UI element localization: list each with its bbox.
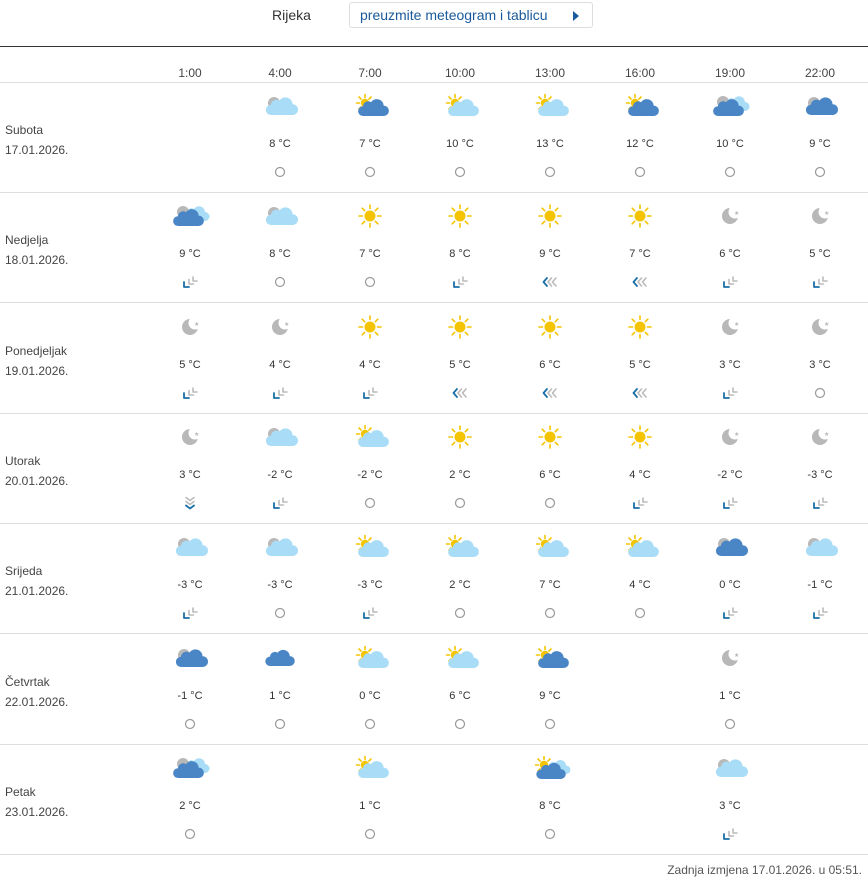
cloud-dark-icon [805, 93, 835, 119]
temperature: 7 °C [359, 138, 381, 150]
cloud-dark-icon [715, 534, 745, 560]
forecast-cell [420, 193, 500, 303]
sun-icon [355, 203, 385, 229]
forecast-cell [150, 193, 230, 303]
sun-dark-cloud-icon [625, 93, 655, 119]
sun-dark-cloud-icon [535, 645, 565, 671]
temperature: 6 °C [449, 689, 471, 702]
forecast-cell [690, 193, 770, 303]
day-label [5, 451, 68, 491]
wind-west-icon [542, 276, 558, 288]
forecast-cell [240, 524, 320, 634]
moon-icon [175, 314, 205, 340]
temperature: 10 °C [446, 138, 474, 150]
sun-icon [625, 424, 655, 450]
overcast-mixed-icon [175, 755, 205, 781]
sun-light-cloud-icon [355, 645, 385, 671]
temperature: 2 °C [179, 799, 201, 812]
day-date: 22.01.2026. [5, 694, 69, 709]
temperature: 4 °C [629, 579, 651, 592]
temperature: 8 °C [269, 138, 291, 150]
hour-label: 22:00 [804, 66, 836, 80]
day-date: 19.01.2026. [5, 363, 69, 378]
svg-text:★: ★ [824, 430, 830, 438]
partly-cloudy-icon [265, 93, 295, 119]
wind-southwest-icon [722, 276, 738, 288]
forecast-cell [420, 524, 500, 634]
partly-cloudy-icon [265, 534, 295, 560]
city-name: Rijeka [272, 7, 311, 23]
wind-southwest-icon [812, 497, 828, 509]
forecast-cell [690, 524, 770, 634]
moon-icon [265, 314, 295, 340]
sun-icon [355, 314, 385, 340]
hour-label: 7:00 [358, 66, 382, 80]
temperature: -3 °C [177, 579, 203, 592]
svg-text:★: ★ [284, 320, 290, 328]
temperature: 3 °C [719, 799, 741, 812]
partly-cloudy-icon [265, 203, 295, 229]
temperature: 4 °C [359, 358, 381, 371]
temperature: 5 °C [449, 358, 471, 371]
forecast-cell [420, 635, 500, 745]
svg-text:★: ★ [734, 430, 740, 438]
sun-icon [445, 314, 475, 340]
day-date: 21.01.2026. [5, 584, 69, 599]
sun-light-cloud-icon [445, 93, 475, 119]
forecast-cell [510, 83, 590, 193]
wind-southwest-icon [182, 276, 198, 288]
day-name: Petak [5, 784, 36, 799]
day-name: Nedjelja [5, 233, 49, 248]
forecast-cell [510, 193, 590, 303]
forecast-cell [240, 193, 320, 303]
forecast-cell [420, 414, 500, 524]
temperature: -2 °C [357, 468, 383, 481]
temperature: 0 °C [719, 579, 741, 592]
wind-southwest-icon [272, 497, 288, 509]
wind-calm-icon [452, 718, 468, 730]
day-name: Srijeda [5, 564, 43, 579]
temperature: -3 °C [807, 468, 833, 481]
caret-right-icon [573, 11, 579, 21]
forecast-cell [240, 414, 320, 524]
wind-calm-icon [722, 718, 738, 730]
wind-west-icon [452, 387, 468, 399]
temperature: 6 °C [539, 468, 561, 481]
temperature: 1 °C [359, 799, 381, 812]
forecast-cell [780, 304, 860, 414]
forecast-cell [600, 524, 680, 634]
temperature: 6 °C [539, 358, 561, 371]
forecast-cell [330, 83, 410, 193]
day-name: Subota [5, 123, 44, 137]
wind-southwest-icon [182, 607, 198, 619]
wind-southwest-icon [722, 828, 738, 840]
moon-icon [805, 424, 835, 450]
forecast-cell [780, 83, 860, 193]
day-name: Utorak [5, 453, 41, 468]
sun-icon [445, 424, 475, 450]
wind-calm-icon [272, 718, 288, 730]
hour-label: 19:00 [714, 66, 746, 80]
day-label [5, 782, 68, 822]
temperature: 2 °C [449, 579, 471, 592]
temperature: 2 °C [449, 468, 471, 481]
wind-southwest-icon [722, 607, 738, 619]
temperature: -1 °C [177, 689, 203, 702]
wind-calm-icon [362, 497, 378, 509]
moon-icon [715, 424, 745, 450]
temperature: 7 °C [629, 248, 651, 261]
hour-label: 4:00 [268, 66, 292, 80]
sun-icon [535, 203, 565, 229]
hour-label: 1:00 [178, 66, 202, 80]
wind-southwest-icon [812, 276, 828, 288]
temperature: 8 °C [449, 248, 471, 261]
wind-calm-icon [812, 387, 828, 399]
wind-west-icon [632, 276, 648, 288]
wind-calm-icon [362, 166, 378, 178]
forecast-cell [330, 304, 410, 414]
partly-cloudy-icon [175, 534, 205, 560]
sun-icon [625, 203, 655, 229]
temperature: 13 °C [536, 138, 564, 150]
forecast-cell [240, 635, 320, 745]
wind-calm-icon [272, 607, 288, 619]
temperature: 6 °C [719, 248, 741, 261]
svg-text:★: ★ [824, 210, 830, 218]
moon-icon [715, 203, 745, 229]
sun-light-cloud-icon [445, 534, 475, 560]
svg-text:★: ★ [194, 320, 200, 328]
day-date: 20.01.2026. [5, 473, 69, 488]
wind-calm-icon [542, 718, 558, 730]
wind-calm-icon [812, 166, 828, 178]
forecast-cell [780, 414, 860, 524]
sun-dark-cloud-mixed-icon [535, 755, 565, 781]
wind-southwest-icon [722, 497, 738, 509]
temperature: 3 °C [809, 358, 831, 371]
forecast-cell [510, 414, 590, 524]
day-row [0, 524, 868, 634]
day-name: Četvrtak [5, 674, 50, 689]
forecast-cell [330, 524, 410, 634]
moon-icon [805, 203, 835, 229]
day-label [5, 230, 68, 270]
temperature: 0 °C [359, 689, 381, 702]
overcast-mixed-icon [175, 203, 205, 229]
forecast-cell [330, 414, 410, 524]
sun-light-cloud-icon [355, 424, 385, 450]
wind-southwest-icon [182, 387, 198, 399]
day-name: Ponedjeljak [5, 343, 68, 358]
temperature: 9 °C [539, 689, 561, 702]
forecast-cell [240, 304, 320, 414]
day-date: 17.01.2026. [5, 143, 69, 157]
day-date: 23.01.2026. [5, 804, 69, 819]
wind-calm-icon [542, 607, 558, 619]
sun-light-cloud-icon [445, 645, 475, 671]
forecast-cell [150, 304, 230, 414]
temperature: 5 °C [629, 358, 651, 371]
download-label: preuzmite meteogram i tablicu [360, 7, 548, 23]
temperature: 5 °C [809, 248, 831, 261]
forecast-cell [150, 745, 230, 855]
temperature: -1 °C [807, 579, 833, 592]
forecast-cell [780, 524, 860, 634]
day-date: 18.01.2026. [5, 253, 69, 268]
temperature: 1 °C [269, 689, 291, 702]
cloud-dark-icon [175, 645, 205, 671]
day-row [0, 83, 868, 193]
top-bar [0, 0, 868, 47]
svg-text:★: ★ [734, 320, 740, 328]
sun-light-cloud-icon [535, 93, 565, 119]
forecast-cell [780, 193, 860, 303]
moon-icon [805, 314, 835, 340]
hour-label: 10:00 [444, 66, 476, 80]
svg-text:★: ★ [824, 320, 830, 328]
forecast-cell [510, 304, 590, 414]
forecast-cell [150, 635, 230, 745]
wind-calm-icon [362, 718, 378, 730]
wind-calm-icon [272, 166, 288, 178]
temperature: 8 °C [539, 799, 561, 812]
forecast-cell [690, 414, 770, 524]
cloud-dark-only-icon [265, 645, 295, 671]
moon-icon [175, 424, 205, 450]
day-label [5, 672, 68, 712]
wind-calm-icon [632, 166, 648, 178]
day-label [5, 561, 68, 601]
day-row [0, 635, 868, 745]
download-meteogram-button[interactable] [349, 2, 593, 28]
wind-calm-icon [272, 276, 288, 288]
wind-southwest-icon [362, 607, 378, 619]
wind-southwest-icon [722, 387, 738, 399]
temperature: 8 °C [269, 248, 291, 261]
temperature: 4 °C [269, 358, 291, 371]
wind-calm-icon [452, 497, 468, 509]
moon-icon [715, 314, 745, 340]
day-row [0, 414, 868, 524]
hour-label: 13:00 [534, 66, 566, 80]
wind-calm-icon [452, 166, 468, 178]
forecast-cell [600, 83, 680, 193]
svg-text:★: ★ [734, 651, 740, 659]
wind-calm-icon [542, 828, 558, 840]
temperature: 7 °C [539, 579, 561, 592]
sun-light-cloud-icon [535, 534, 565, 560]
temperature: 1 °C [719, 689, 741, 702]
wind-calm-icon [182, 718, 198, 730]
temperature: -2 °C [267, 468, 293, 481]
hour-label: 16:00 [624, 66, 656, 80]
forecast-cell [690, 304, 770, 414]
partly-cloudy-icon [805, 534, 835, 560]
temperature: 9 °C [539, 248, 561, 261]
forecast-cell [330, 635, 410, 745]
forecast-cell [690, 83, 770, 193]
temperature: 3 °C [719, 358, 741, 371]
forecast-cell [420, 83, 500, 193]
forecast-cell [150, 524, 230, 634]
wind-calm-icon [362, 276, 378, 288]
temperature: 7 °C [359, 248, 381, 261]
overcast-mixed-icon [715, 93, 745, 119]
temperature: 12 °C [626, 138, 654, 150]
sun-icon [445, 203, 475, 229]
last-updated: Zadnja izmjena 17.01.2026. u 05:51. [667, 863, 862, 877]
wind-calm-icon [722, 166, 738, 178]
forecast-cell [510, 524, 590, 634]
forecast-cell [510, 635, 590, 745]
wind-west-icon [632, 387, 648, 399]
forecast-cell [600, 304, 680, 414]
wind-west-icon [542, 387, 558, 399]
forecast-cell [510, 745, 590, 855]
forecast-cell [690, 745, 770, 855]
forecast-cell [690, 635, 770, 745]
temperature: 4 °C [629, 468, 651, 481]
day-row [0, 193, 868, 303]
sun-light-cloud-icon [355, 755, 385, 781]
forecast-cell [600, 193, 680, 303]
sun-light-cloud-icon [625, 534, 655, 560]
partly-cloudy-icon [265, 424, 295, 450]
wind-calm-icon [182, 828, 198, 840]
day-label [5, 341, 68, 381]
temperature: -2 °C [717, 468, 743, 481]
forecast-cell [150, 414, 230, 524]
temperature: 9 °C [809, 138, 831, 150]
temperature: -3 °C [267, 579, 293, 592]
wind-southwest-icon [812, 607, 828, 619]
wind-south-icon [182, 497, 198, 509]
temperature: -3 °C [357, 579, 383, 592]
wind-southwest-icon [452, 276, 468, 288]
wind-calm-icon [362, 828, 378, 840]
wind-southwest-icon [272, 387, 288, 399]
temperature: 10 °C [716, 138, 744, 150]
forecast-cell [420, 304, 500, 414]
moon-icon [715, 645, 745, 671]
svg-text:★: ★ [734, 210, 740, 218]
sun-dark-cloud-icon [355, 93, 385, 119]
hours-header [0, 46, 868, 83]
day-row [0, 745, 868, 855]
sun-icon [535, 314, 565, 340]
forecast-cell [240, 83, 320, 193]
temperature: 9 °C [179, 248, 201, 261]
wind-calm-icon [542, 497, 558, 509]
forecast-cell [330, 193, 410, 303]
temperature: 3 °C [179, 468, 201, 481]
sun-light-cloud-icon [355, 534, 385, 560]
wind-southwest-icon [632, 497, 648, 509]
svg-text:★: ★ [194, 430, 200, 438]
partly-cloudy-icon [715, 755, 745, 781]
wind-calm-icon [632, 607, 648, 619]
wind-calm-icon [542, 166, 558, 178]
wind-calm-icon [452, 607, 468, 619]
temperature: 5 °C [179, 358, 201, 371]
sun-icon [625, 314, 655, 340]
day-row [0, 304, 868, 414]
wind-southwest-icon [362, 387, 378, 399]
forecast-cell [600, 414, 680, 524]
sun-icon [535, 424, 565, 450]
forecast-cell [330, 745, 410, 855]
day-label [5, 120, 68, 160]
